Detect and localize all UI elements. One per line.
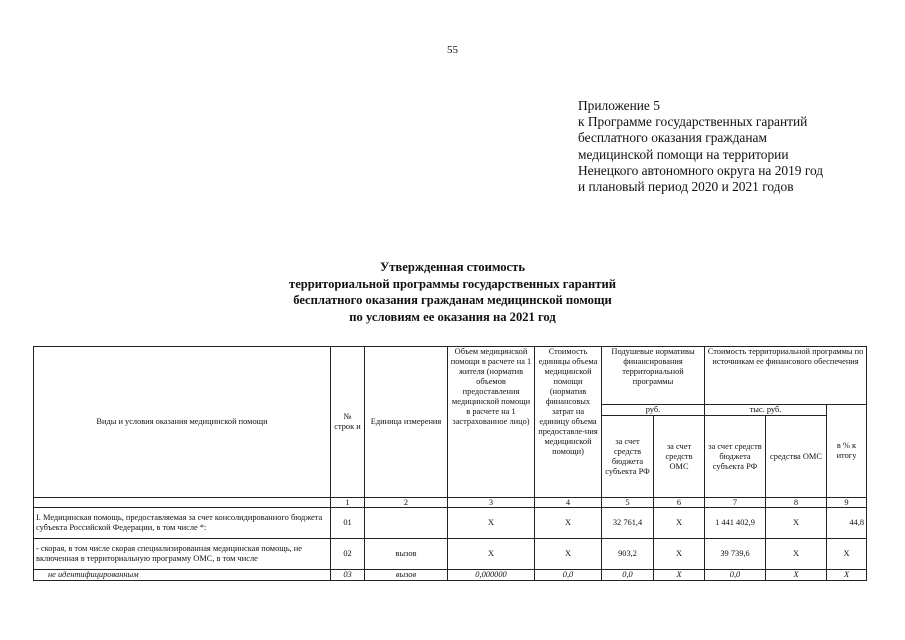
row-unit	[365, 508, 448, 539]
table-row	[34, 508, 867, 539]
row-oms: Х	[654, 570, 705, 581]
document-title	[0, 259, 905, 325]
appendix-line: бесплатного оказания гражданам	[578, 130, 767, 146]
header-rub: руб.	[602, 405, 705, 416]
header-row-number: № строк и	[331, 347, 365, 498]
row-percent: Х	[827, 570, 867, 581]
row-budget-total: 0,0	[705, 570, 766, 581]
row-budget: 0,0	[602, 570, 654, 581]
row-budget: 32 761,4	[602, 508, 654, 539]
table-row	[34, 570, 867, 581]
header-per-capita: Подушевые нормативы финансирования территориальной программы	[602, 347, 705, 405]
row-oms: Х	[654, 508, 705, 539]
column-number	[34, 498, 331, 508]
column-number: 9	[827, 498, 867, 508]
row-percent: Х	[827, 539, 867, 570]
header-percent: в % к итогу	[827, 405, 867, 498]
page-number: 55	[447, 44, 458, 56]
row-oms: Х	[654, 539, 705, 570]
title-line: территориальной программы государственных гарантий	[289, 276, 616, 291]
row-unit: вызов	[365, 570, 448, 581]
title-line: бесплатного оказания гражданам медицинской помощи	[293, 293, 612, 308]
column-number-row	[34, 498, 867, 508]
header-kind: Виды и условия оказания медицинской помощи	[34, 347, 331, 498]
title-line: Утвержденная стоимость	[380, 260, 525, 274]
row-unit-cost: Х	[535, 508, 602, 539]
appendix-line: к Программе государственных гарантий	[578, 114, 808, 130]
header-volume: Объем медицинской помощи в расчете на 1 жителя (норматив объемов предоставления медицинской помощи в расчете на 1 застрахованное лицо)	[448, 347, 535, 498]
row-unit: вызов	[365, 539, 448, 570]
row-budget-total: 39 739,6	[705, 539, 766, 570]
column-number: 3	[448, 498, 535, 508]
column-number: 4	[535, 498, 602, 508]
header-unit-cost: Стоимость единицы объема медицинской помощи (норматив финансовых затрат на единицу объема предоставле-ния медицинской помощи)	[535, 347, 602, 498]
header-thousand-rub: тыс. руб.	[705, 405, 827, 416]
appendix-line: Ненецкого автономного округа на 2019 год	[578, 162, 824, 178]
column-number: 6	[654, 498, 705, 508]
row-budget: 903,2	[602, 539, 654, 570]
header-oms: за счет средств ОМС	[654, 416, 705, 498]
row-name: - скорая, в том числе скорая специализированная медицинская помощь, не включенная в территориальную программу ОМС, в том числе	[34, 539, 331, 570]
cost-table	[33, 346, 867, 581]
row-percent: 44,8	[827, 508, 867, 539]
row-oms-total: Х	[766, 570, 827, 581]
appendix-note	[578, 98, 823, 195]
row-volume: Х	[448, 508, 535, 539]
header-total-cost: Стоимость территориальной программы по источникам ее финансового обеспечения	[705, 347, 867, 405]
title-line: по условиям ее оказания на 2021 год	[349, 309, 556, 324]
column-number: 7	[705, 498, 766, 508]
row-oms-total: Х	[766, 539, 827, 570]
row-oms-total: Х	[766, 508, 827, 539]
row-budget-total: 1 441 402,9	[705, 508, 766, 539]
appendix-line: медицинской помощи на территории	[578, 146, 789, 162]
row-unit-cost: 0,0	[535, 570, 602, 581]
row-number: 01	[331, 508, 365, 539]
column-number: 1	[331, 498, 365, 508]
row-volume: 0,000000	[448, 570, 535, 581]
row-unit-cost: Х	[535, 539, 602, 570]
header-unit: Единица измерения	[365, 347, 448, 498]
appendix-line: Приложение 5	[578, 98, 660, 113]
column-number: 2	[365, 498, 448, 508]
column-number: 8	[766, 498, 827, 508]
header-budget-rf-total: за счет средств бюджета субъекта РФ	[705, 416, 766, 498]
row-name: I. Медицинская помощь, предоставляемая за счет консолидированного бюджета субъекта Российской Федерации, в том числе *:	[34, 508, 331, 539]
appendix-line: и плановый период 2020 и 2021 годов	[578, 179, 794, 195]
row-volume: Х	[448, 539, 535, 570]
column-number: 5	[602, 498, 654, 508]
table-row	[34, 539, 867, 570]
header-budget-rf: за счет средств бюджета субъекта РФ	[602, 416, 654, 498]
row-number: 03	[331, 570, 365, 581]
header-oms-total: средства ОМС	[766, 416, 827, 498]
row-name: не идентифицированным	[34, 570, 331, 581]
row-number: 02	[331, 539, 365, 570]
